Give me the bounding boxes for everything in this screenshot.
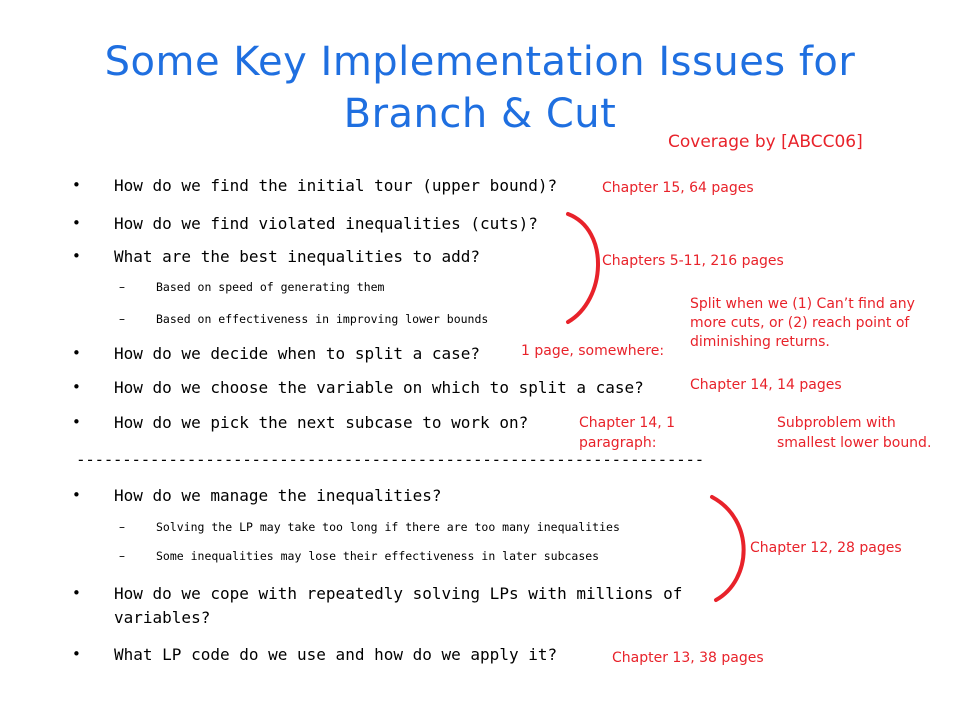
sub-bullet-text: Based on effectiveness in improving lower bounds	[156, 312, 489, 326]
bullet-glyph: •	[72, 584, 81, 602]
bracket-cuts	[568, 214, 598, 322]
bullet-glyph: •	[72, 645, 81, 663]
sub-bullet-text: Some inequalities may lose their effectiveness in later subcases	[156, 549, 600, 563]
bullet-glyph: •	[72, 486, 81, 504]
bullet-glyph: •	[72, 247, 81, 265]
note-chapter-14-14: Chapter 14, 14 pages	[690, 377, 842, 393]
bullet-text: What LP code do we use and how do we apply it?	[114, 645, 558, 664]
bullet-text: How do we manage the inequalities?	[114, 486, 442, 505]
slide-title-line-2: Branch & Cut	[343, 91, 617, 137]
bullet-text: What are the best inequalities to add?	[114, 247, 481, 266]
note-split-when-line-3: diminishing returns.	[690, 334, 830, 350]
bullet-text: How do we find the initial tour (upper bound)?	[114, 176, 558, 195]
bullet-glyph: •	[72, 344, 81, 362]
bullet-text: How do we find violated inequalities (cuts)?	[114, 214, 538, 233]
bracket-manage-inequalities	[712, 497, 744, 600]
bullet-glyph: •	[72, 176, 81, 194]
bullet-glyph: •	[72, 214, 81, 232]
dash-glyph: –	[119, 520, 125, 534]
note-chapter-13: Chapter 13, 38 pages	[612, 650, 764, 666]
dash-glyph: –	[119, 549, 125, 563]
sub-bullet-text: Solving the LP may take too long if there are too many inequalities	[156, 520, 620, 534]
dash-glyph: –	[119, 312, 125, 326]
slide-title-line-1: Some Key Implementation Issues for	[104, 39, 856, 85]
note-chapter-14-paragraph-line-2: paragraph:	[579, 435, 657, 451]
note-split-when-line-1: Split when we (1) Can’t find any	[690, 296, 915, 312]
bullet-text: How do we pick the next subcase to work on?	[114, 413, 529, 432]
coverage-heading: Coverage by [ABCC06]	[668, 132, 863, 152]
note-split-when-line-2: more cuts, or (2) reach point of	[690, 315, 910, 331]
note-chapters-5-11: Chapters 5-11, 216 pages	[602, 253, 784, 269]
note-one-page: 1 page, somewhere:	[521, 343, 665, 359]
note-chapter-14-paragraph-line-1: Chapter 14, 1	[579, 415, 676, 431]
sub-bullet-text: Based on speed of generating them	[156, 280, 385, 294]
bullet-glyph: •	[72, 378, 81, 396]
bullet-text: How do we cope with repeatedly solving LPs with millions of	[114, 584, 683, 603]
bullet-glyph: •	[72, 413, 81, 431]
bullet-text: How do we decide when to split a case?	[114, 344, 481, 363]
dash-glyph: –	[119, 280, 125, 294]
note-subproblem-line-1: Subproblem with	[777, 415, 896, 431]
note-subproblem-line-2: smallest lower bound.	[777, 435, 932, 451]
note-chapter-12: Chapter 12, 28 pages	[750, 540, 902, 556]
note-chapter-15: Chapter 15, 64 pages	[602, 180, 754, 196]
bullet-text: variables?	[114, 608, 211, 627]
separator-line: --------------------------------------------------------------------	[76, 450, 704, 469]
bullet-text: How do we choose the variable on which to split a case?	[114, 378, 644, 397]
